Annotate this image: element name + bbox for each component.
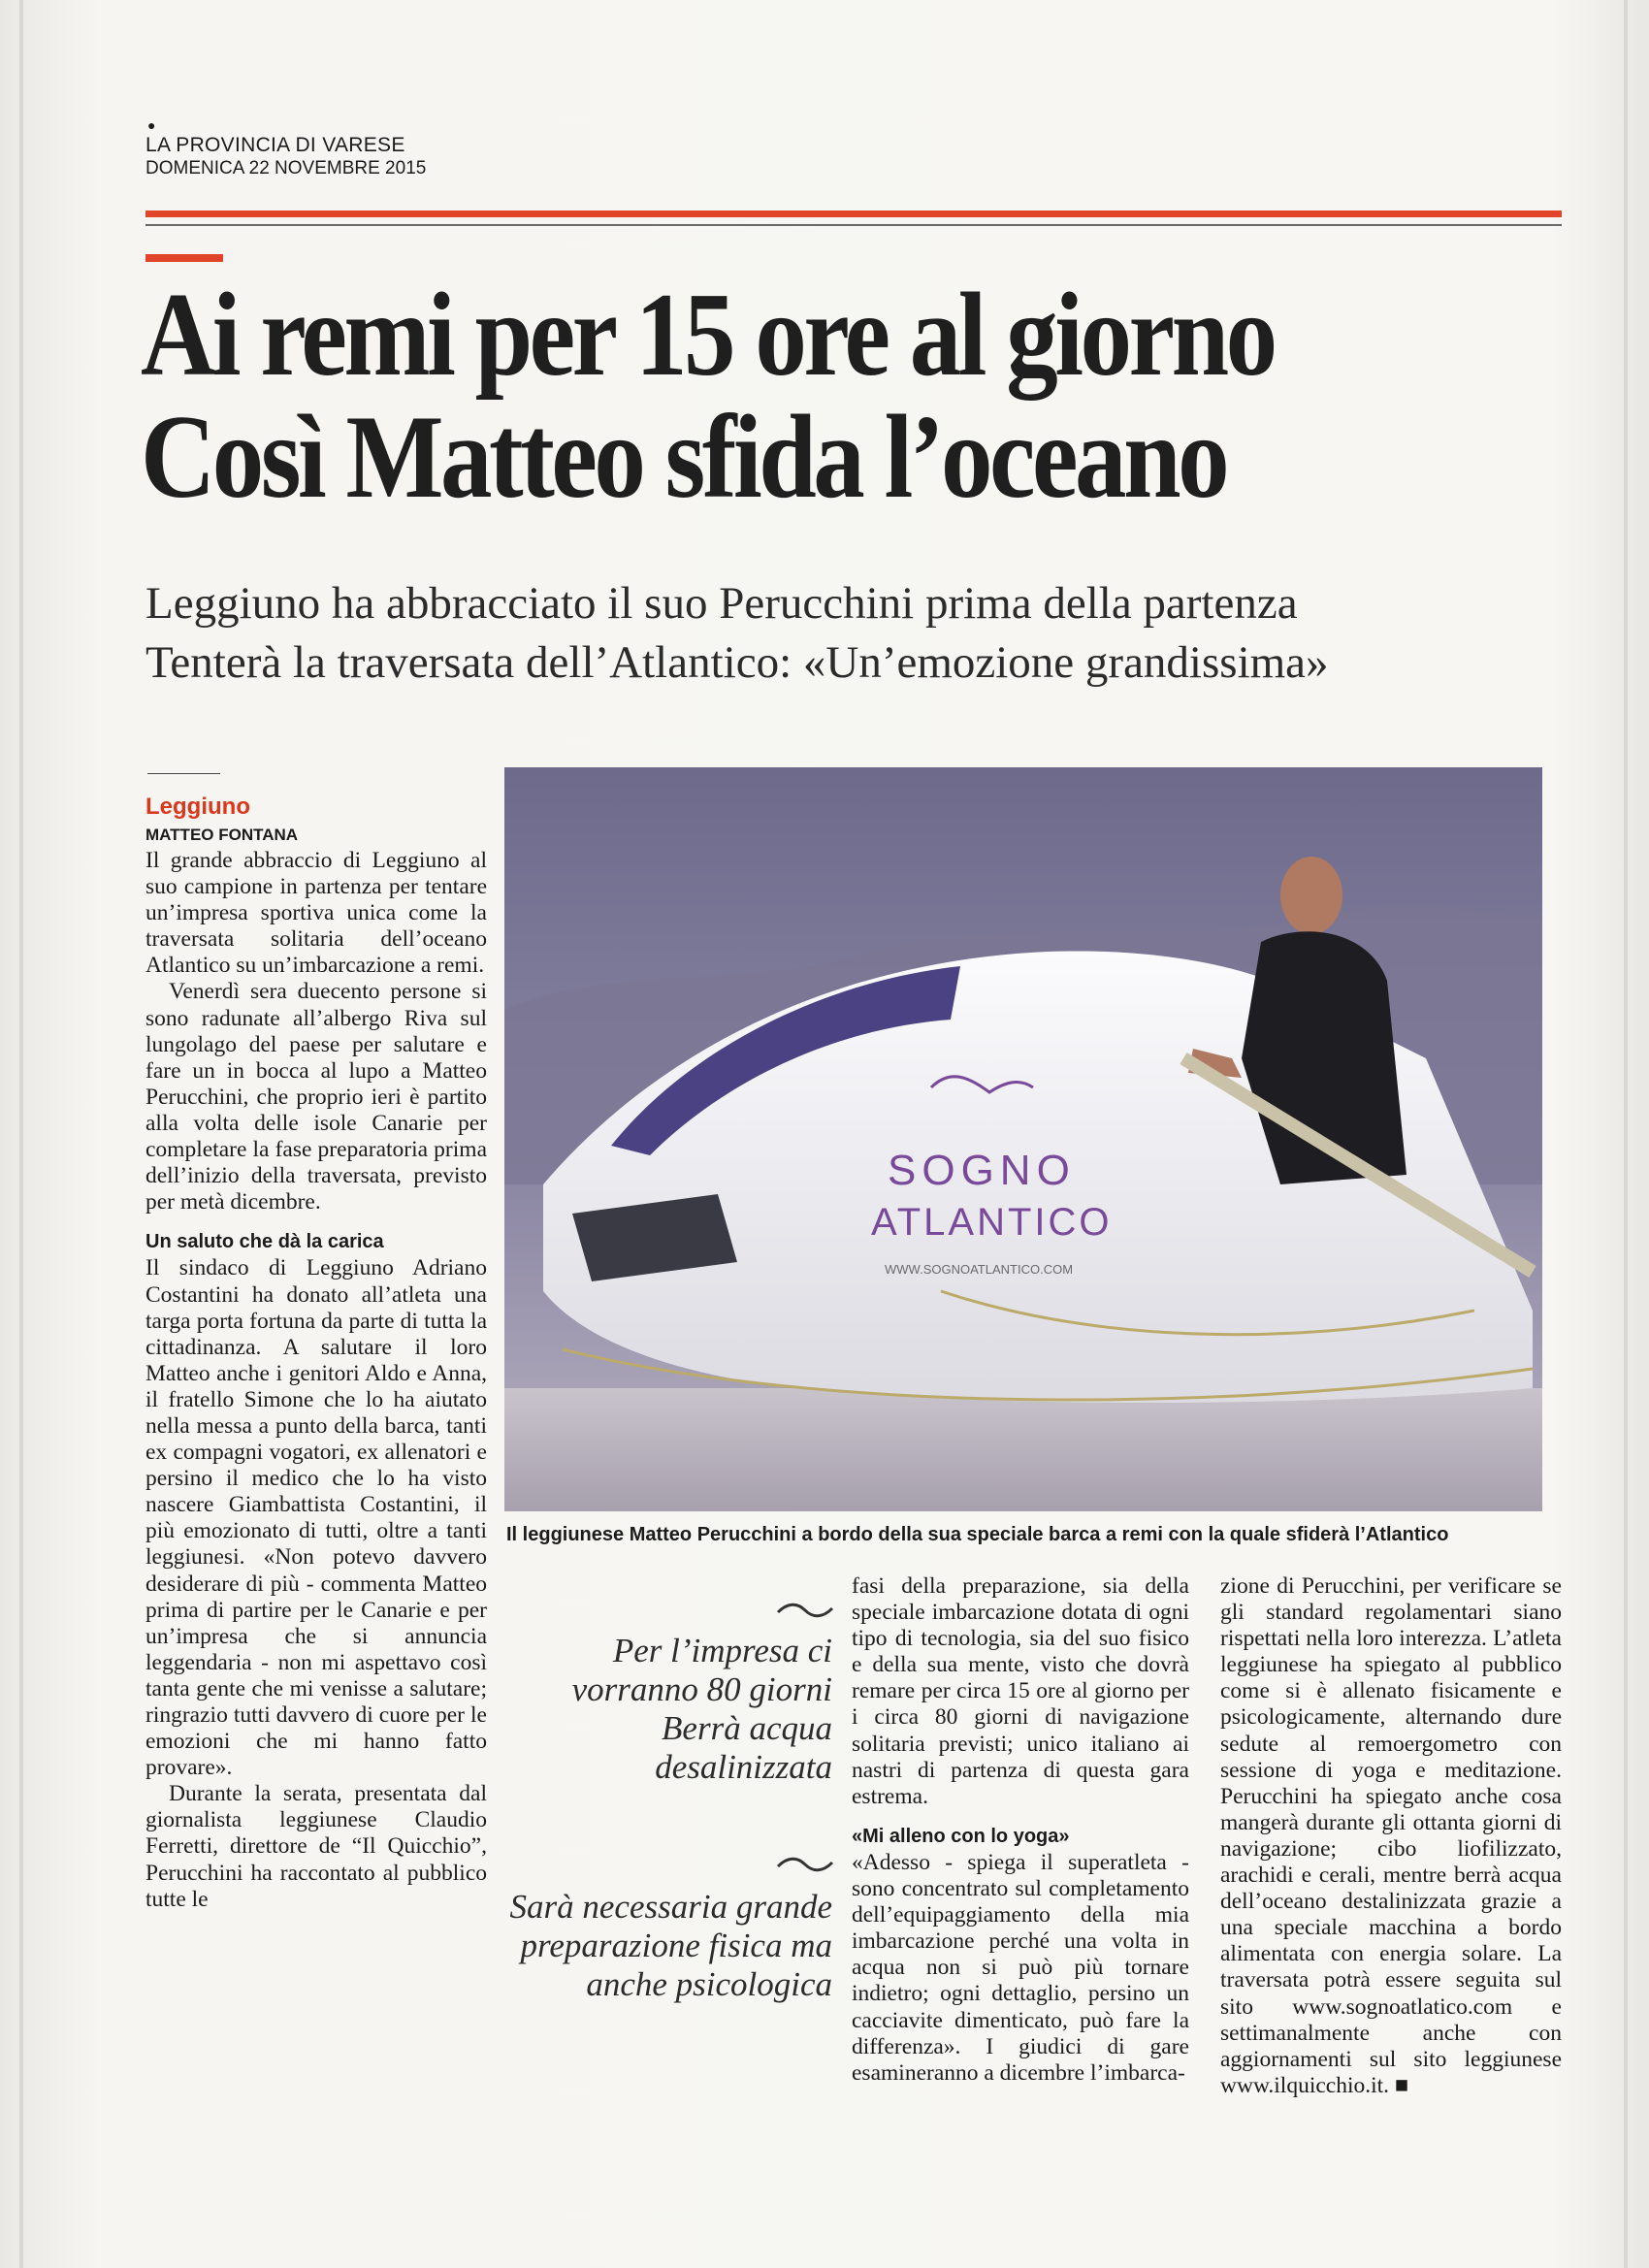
- paragraph: Il grande abbraccio di Leggiuno al suo campione in partenza per tentare un’impresa sportiva unica come la traversata solitaria dell’oceano Atlantico su un’imbarcazione a remi.: [146, 848, 487, 979]
- photo-caption: Il leggiunese Matteo Perucchini a bordo della sua speciale barca a remi con la quale sfiderà l’Atlantico: [506, 1524, 1449, 1545]
- paragraph: fasi della preparazione, sia della speciale imbarcazione dotata di ogni tipo di tecnologia, sia del suo fisico e della sua mente, visto che dovrà remare per circa 15 ore al giorno per i circa 80 giorni di navigazione solitaria previsti; unico italiano ai nastri di partenza di questa gara estrema.: [852, 1573, 1189, 1809]
- subheadline-line-1: Leggiuno ha abbracciato il suo Perucchini prima della partenza: [146, 578, 1298, 629]
- paragraph: Il sindaco di Leggiuno Adriano Costantini ha donato all’atleta una targa porta fortuna da parte di tutta la cittadinanza. A salutare il loro Matteo anche i genitori Aldo e Anna, il fratello Simone che lo ha aiutato nella messa a punto della barca, tanti ex compagni vogatori, ex allenatori e persino il medico che lo ha visto nascere Giambattista Costantini, il più emozionato di tutti, oltre a tanti leggiunesi. «Non potevo davvero desiderare di più - commenta Matteo prima di partire per le Canarie e per un’impresa che si annuncia leggendaria - non mi aspettavo così tanta gente che mi venisse a salutare; ringrazio tutti davvero di cuore per le emozioni che mi hanno fatto provare».: [146, 1255, 487, 1781]
- section-subhead: «Mi alleno con lo yoga»: [852, 1825, 1070, 1847]
- pull-quote-ornament-icon: [776, 1601, 834, 1620]
- article-column-3: [852, 1573, 1189, 2087]
- boat-photo-illustration: [504, 767, 1542, 1511]
- headline-line-1: Ai remi per 15 ore al giorno: [141, 268, 1275, 401]
- header-rule-red: [146, 211, 1562, 217]
- section-subhead: Un saluto che dà la carica: [146, 1231, 384, 1253]
- header-dot: ●: [147, 117, 156, 133]
- paragraph: Durante la serata, presentata dal giornalista leggiunese Claudio Ferretti, direttore de “Il Quicchio”, Perucchini ha raccontato al pubblico tutte le: [146, 1781, 487, 1912]
- article-column-1: [146, 848, 487, 1913]
- headline-line-2: Così Matteo sfida l’oceano: [141, 390, 1227, 523]
- paragraph: Venerdì sera duecento persone si sono radunate all’albergo Riva sul lungolago del paese per salutare e fare un in bocca al lupo a Matteo Perucchini, che proprio ieri è partito alla volta delle isole Canarie per completare la fase preparatoria prima dell’inizio della traversata, previsto per metà dicembre.: [146, 979, 487, 1215]
- headline: [141, 268, 1390, 523]
- subheadline: [146, 574, 1562, 693]
- dateline: Leggiuno: [146, 794, 250, 820]
- article-column-4: [1220, 1573, 1562, 2099]
- scan-edge-right: [1624, 0, 1628, 2268]
- paper-date: DOMENICA 22 NOVEMBRE 2015: [146, 158, 427, 178]
- subheadline-line-2: Tenterà la traversata dell’Atlantico: «Un’emozione grandissima»: [146, 637, 1329, 688]
- pull-quote-ornament-icon: [776, 1855, 834, 1874]
- pull-quote-1: Per l’impresa ci vorranno 80 giorni Berrà acqua desalinizzata: [571, 1632, 832, 1786]
- byline: MATTEO FONTANA: [146, 826, 299, 844]
- paragraph: zione di Perucchini, per verificare se gli standard regolamentari siano rispettati nella loro interezza. L’atleta leggiunese ha spiegato al pubblico come si è allenato fisicamente e psicologicamente, alternando dure sedute al remoergometro con sessione di yoga e meditazione. Perucchini ha spiegato anche cosa mangerà durante gli ottanta giorni di navigazione; cibo liofilizzato, arachidi e cerali, mentre berrà acqua dell’oceano destalinizzata grazie a una speciale macchina a bordo alimentata con energia solare. La traversata potrà essere seguita sul sito www.sognoatlatico.com e settimanalmente anche con aggiornamenti sul sito leggiunese www.ilquicchio.it. ■: [1220, 1573, 1562, 2098]
- pull-quote-2: Sarà necessaria grande preparazione fisica ma anche psicologica: [509, 1888, 832, 2003]
- boat-brand-line-1: SOGNO: [888, 1147, 1076, 1194]
- dateline-rule: [147, 773, 220, 774]
- boat-url: WWW.SOGNOATLANTICO.COM: [885, 1262, 1074, 1277]
- paper-name: LA PROVINCIA DI VARESE: [146, 134, 405, 156]
- header-rule-dark: [146, 224, 1562, 226]
- scan-edge-left: [19, 0, 23, 2268]
- paragraph: «Adesso - spiega il superatleta - sono concentrato sul completamento dell’equipaggiamento della mia imbarcazione perché una volta in acqua non si può più tornare indietro; ogni dettaglio, persino un cacciavite dimenticato, può fare la differenza». I giudici di gare esamineranno a dicembre l’imbarca-: [852, 1849, 1189, 2086]
- boat-brand-line-2: ATLANTICO: [871, 1201, 1113, 1244]
- kicker-bar: [146, 254, 223, 262]
- article-photo: [504, 767, 1542, 1511]
